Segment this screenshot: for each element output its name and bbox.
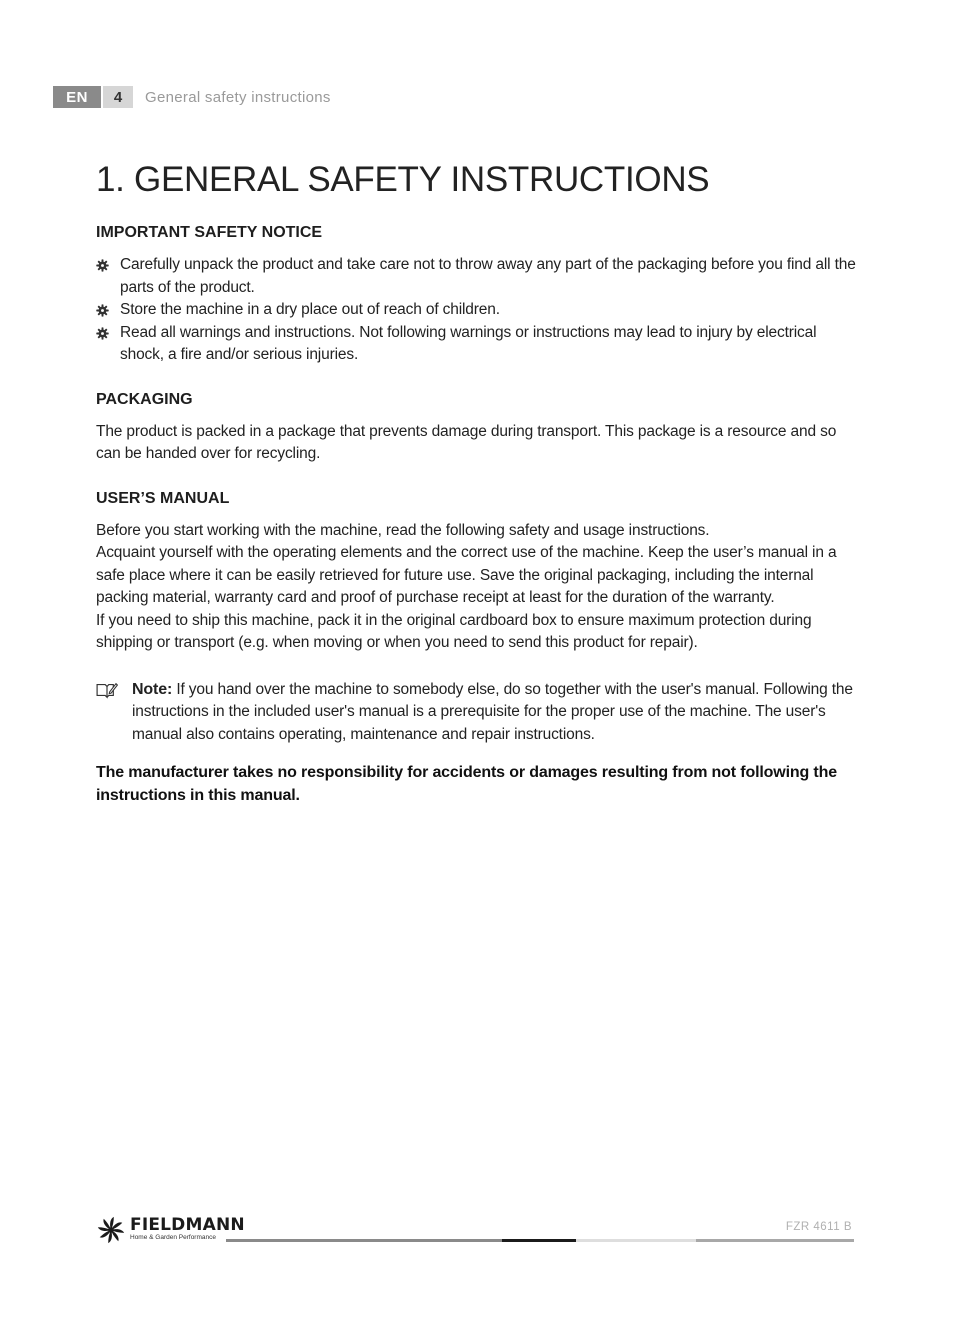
bullet-text: Read all warnings and instructions. Not following warnings or instructions may lead to injury by electrical shock, a fire and/or serious injuries.	[120, 323, 817, 363]
users-manual-paragraph: If you need to ship this machine, pack it in the original cardboard box to ensure maximum protection during shipping or transport (e.g. when moving or when you need to send this product for repair).	[96, 611, 812, 651]
note-label: Note:	[132, 680, 173, 698]
list-item	[96, 322, 858, 367]
page-content	[96, 156, 858, 807]
safety-notice-heading: IMPORTANT SAFETY NOTICE	[96, 224, 323, 241]
note-text: If you hand over the machine to somebody else, do so together with the user's manual. Following the instructions in the included user's manual is a prerequisite for the proper use of the machine. The user's manual also contains operating, maintenance and repair instructions.	[132, 680, 853, 743]
fan-logo-icon	[96, 1214, 126, 1246]
users-manual-paragraph: Acquaint yourself with the operating elements and the correct use of the machine. Keep the user’s manual in a safe place where it can be easily retrieved for future use. Save the original packaging, including the internal packing material, warranty card and proof of purchase receipt at least for the duration of the warranty.	[96, 544, 837, 606]
gear-icon	[96, 327, 109, 340]
packaging-section	[96, 389, 858, 466]
gear-icon	[96, 304, 109, 317]
users-manual-paragraph: Before you start working with the machine, read the following safety and usage instructions.	[96, 521, 710, 539]
brand-tagline: Home & Garden Performance	[130, 1234, 216, 1241]
gear-icon	[96, 259, 109, 272]
page-title: 1. GENERAL SAFETY INSTRUCTIONS	[96, 160, 710, 199]
header-section-title: General safety instructions	[145, 88, 331, 106]
brand-name: FIELDMANN	[130, 1215, 245, 1235]
list-item	[96, 254, 858, 299]
footer-rule	[502, 1239, 576, 1242]
packaging-heading: PACKAGING	[96, 390, 193, 408]
users-manual-section	[96, 488, 858, 655]
disclaimer: The manufacturer takes no responsibility for accidents or damages resulting from not following the instructions in this manual.	[96, 764, 837, 804]
footer-rule	[576, 1239, 696, 1242]
safety-notice-list	[96, 254, 858, 367]
note-box	[96, 679, 858, 747]
model-number: FZR 4611 B	[785, 1221, 852, 1233]
safety-notice-section	[96, 222, 858, 367]
footer-rule	[696, 1239, 854, 1242]
bullet-text: Store the machine in a dry place out of reach of children.	[120, 301, 500, 318]
users-manual-heading: USER’S MANUAL	[96, 489, 230, 507]
note-pencil-icon	[96, 681, 118, 699]
bullet-text: Carefully unpack the product and take care not to throw away any part of the packaging before you find all the parts of the product.	[120, 256, 856, 296]
page-number: 4	[103, 86, 133, 108]
page-footer	[96, 1214, 854, 1248]
list-item	[96, 299, 858, 322]
brand-logo	[96, 1214, 245, 1246]
packaging-text: The product is packed in a package that prevents damage during transport. This package is a resource and so can be handed over for recycling.	[96, 422, 837, 462]
language-tab: EN	[53, 86, 101, 108]
footer-rule	[226, 1239, 502, 1242]
page-header	[53, 86, 331, 108]
